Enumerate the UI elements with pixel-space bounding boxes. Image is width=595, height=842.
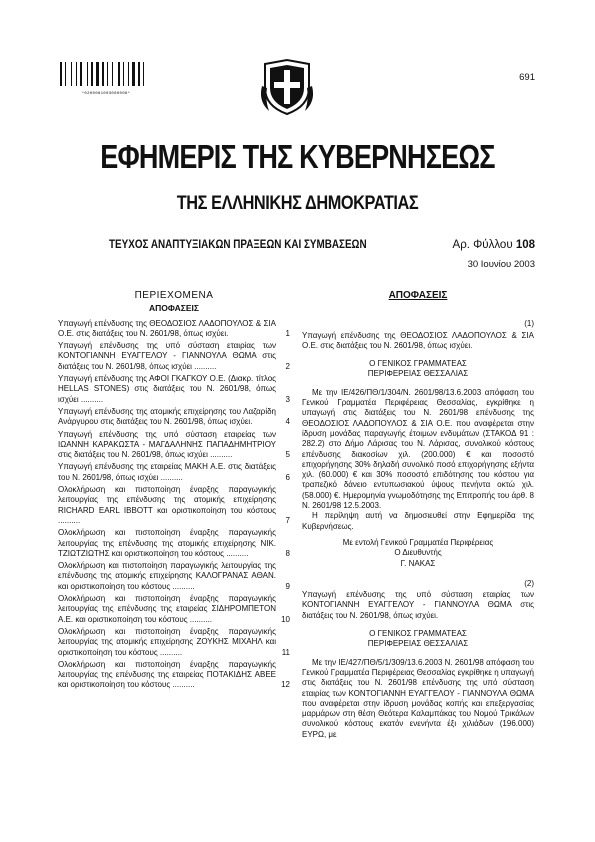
barcode-bar bbox=[71, 62, 72, 86]
toc-item-text: Ολοκλήρωση και πιστοποίηση έναρξης παραγωγικής λειτουργίας της επένδυσης της εταιρείας ΠΟΤΑΚΙΔΗΣ ΑΒΕΕ και οριστικοποίηση του κόστους .......... bbox=[58, 659, 276, 690]
toc-item bbox=[58, 407, 290, 428]
toc-subheading: ΑΠΟΦΑΣΕΙΣ bbox=[148, 303, 199, 314]
toc-item-text: Ολοκλήρωση και πιστοποίηση παραγωγικής λειτουργίας της επένδυσης της ατομικής επιχείρησης ΚΑΛΟΓΡΑΝΑΣ ΑΘΑΝ. και οριστικοποίηση του κόστους .......... bbox=[58, 561, 276, 591]
toc-item-page: 6 bbox=[285, 472, 290, 482]
decisions-heading: ΑΠΟΦΑΣΕΙΣ bbox=[388, 290, 448, 301]
toc-item-text: Ολοκλήρωση και πιστοποίηση έναρξης παραγωγικής λειτουργίας της επένδυσης της ατομικής επιχείρησης RICHARD EARL IBBOTT και οριστικοποίηση του κόστους .......... bbox=[58, 485, 276, 525]
toc-item bbox=[58, 660, 290, 691]
barcode-bar bbox=[123, 62, 124, 86]
barcode-bar bbox=[91, 62, 93, 86]
barcode-bar bbox=[96, 62, 99, 86]
toc-item bbox=[58, 561, 290, 592]
sheet-number-value: 108 bbox=[515, 239, 535, 251]
barcode-bar bbox=[132, 62, 135, 86]
decision-body: Με την ΙΕ/426/ΠΘ/1/304/Ν. 2601/98/13.6.2003 απόφαση του Γενικού Γραμματέα Περιφέρειας Θεσσαλίας, εγκρίθηκε η υπαγωγή στις διατάξεις του Ν. 2601/98 επένδυσης της ΘΕΟΔΟΣΙΟΣ ΛΑΔΟΠΟΥΛΟΣ & ΣΙΑ Ο.Ε. που αναφέρεται στην ίδρυση μονάδας παραγωγής έτοιμων ενδυμάτων (ΣΤΑΚΟΔ 91 : 282.2) στο Δήμο Λάρισας του Ν. Λάρισας, συνολικού κόστους επένδυσης διακοσίων χιλ. (200.000) € και ποσοστό επιχορήγησης 30% δηλαδή συνολικό ποσό επιχορήγησης εξήντα χιλ. (60.000) € και 30% ποσοστό επιδότησης του κόστου για τραπεζικό δάνειο εντυπωσιακού ύψους πενήντα οκτώ χιλ. (58.000) €. Ημερομηνία γνωμοδότησης της Επιτροπής του άρθ. 8 Ν. 2601/98 12.5.2003. bbox=[302, 387, 534, 511]
toc-item bbox=[58, 528, 290, 559]
toc-item-page: 3 bbox=[285, 394, 290, 404]
toc-item-text: Ολοκλήρωση και πιστοποίηση έναρξης παραγωγικής λειτουργίας της επένδυσης της εταιρείας ΣΙΔΗΡΟΜΠΕΤΟΝ Α.Ε. και οριστικοποίηση του κόστους .......... bbox=[58, 594, 276, 624]
barcode-bar bbox=[80, 62, 82, 86]
authority bbox=[302, 359, 534, 380]
barcode-bar bbox=[102, 62, 104, 86]
authority bbox=[302, 629, 534, 650]
toc-item-page: 9 bbox=[285, 581, 290, 591]
toc-item-page: 2 bbox=[285, 361, 290, 371]
toc-item bbox=[58, 462, 290, 483]
toc-item-text: Υπαγωγή επένδυσης της ΘΕΟΔΟΣΙΟΣ ΛΑΔΟΠΟΥΛΟΣ & ΣΙΑ Ο.Ε. στις διατάξεις του Ν. 2601/98, όπως ισχύει. bbox=[58, 318, 276, 338]
gazette-subtitle: ΤΗΣ ΕΛΛΗΝΙΚΗΣ ΔΗΜΟΚΡΑΤΙΑΣ bbox=[176, 193, 419, 214]
decision-number: (1) bbox=[524, 319, 534, 329]
issue-date: 30 Ιουνίου 2003 bbox=[467, 259, 535, 270]
toc-item-text: Υπαγωγή επένδυσης της υπό σύσταση εταιρείας των ΙΩΑΝΝΗ ΚΑΡΑΚΩΣΤΑ - ΜΑΓΔΑΛΗΝΗΣ ΠΑΠΑΔΗΜΗΤΡΙΟΥ στις διατάξεις του Ν. 2601/98, όπως ισχύει .......... bbox=[58, 429, 276, 460]
toc-item-text: Ολοκλήρωση και πιστοποίηση έναρξης παραγωγικής λειτουργίας της επένδυσης της ατομικής επιχείρησης ΝΙΚ. ΤΖΙΩΤΖΙΩΤΗΣ και οριστικοποίηση του κόστους .......... bbox=[58, 528, 276, 558]
barcode-bar bbox=[87, 62, 88, 86]
signature-line: Με εντολή Γενικού Γραμματέα Περιφέρειας bbox=[342, 537, 494, 547]
decision-title: Υπαγωγή επένδυσης της ΘΕΟΔΟΣΙΟΣ ΛΑΔΟΠΟΥΛΟΣ & ΣΙΑ Ο.Ε. στις διατάξεις του Ν. 2601/98, όπως ισχύει. bbox=[302, 330, 534, 350]
decision-body: Με την ΙΕ/427/ΠΘ/5/1/309/13.6.2003 Ν. 2601/98 απόφαση του Γενικού Γραμματέα Περιφέρειας Θεσσαλίας εγκρίθηκε η υπαγωγή στις διατάξεις του Ν. 2601/98 επένδυσης της υπό σύσταση εταιρίας των ΚΟΝΤΟΓΙΑΝΝΗ ΕΥΑΓΓΕΛΟΥ - ΓΙΑΝΝΟΥΛΑ ΘΩΜΑ που αναφέρεται στην ίδρυση μονάδας κοπής και επεξεργασίας μαρμάρων στη θέση Θεότερα Καλαμπάκας του Νομού Τρικάλων συνολικού κόστους εκατόν ενενήντα έξι χιλιάδων (196.000) ΕΥΡΩ, με bbox=[302, 657, 534, 739]
sheet-label: Αρ. Φύλλου bbox=[452, 239, 513, 251]
issue-row bbox=[109, 239, 535, 251]
page-number: 691 bbox=[519, 72, 535, 83]
toc-item-page: 4 bbox=[285, 417, 290, 427]
toc-heading: ΠΕΡΙΕΧΟΜΕΝΑ bbox=[134, 290, 214, 301]
barcode-bar bbox=[118, 62, 120, 86]
barcode-bar bbox=[143, 62, 144, 86]
toc-item-page: 8 bbox=[285, 548, 290, 558]
sheet-number bbox=[453, 239, 535, 251]
toc-item bbox=[58, 485, 290, 526]
signature-block bbox=[302, 538, 534, 569]
publish-note: Η περίληψη αυτή να δημοσιευθεί στην Εφημερίδα της Κυβερνήσεως. bbox=[302, 511, 534, 531]
decision-2 bbox=[302, 579, 534, 740]
authority-line: ΠΕΡΙΦΕΡΕΙΑΣ ΘΕΣΣΑΛΙΑΣ bbox=[367, 639, 469, 649]
toc-item-text: Υπαγωγή επένδυσης της ΑΦΟΙ ΓΚΑΓΚΟΥ Ο.Ε. (Διακρ. τίτλος HELLAS STONES) στις διατάξεις του Ν. 2601/98, όπως ισχύει .......... bbox=[58, 374, 276, 404]
toc-list bbox=[58, 319, 290, 691]
toc-item bbox=[58, 430, 290, 461]
authority-line: ΠΕΡΙΦΕΡΕΙΑΣ ΘΕΣΣΑΛΙΑΣ bbox=[367, 369, 469, 379]
barcode bbox=[60, 62, 152, 92]
toc-item bbox=[58, 594, 290, 625]
decisions-column bbox=[302, 291, 534, 740]
toc-item-text: Υπαγωγή επένδυσης της εταιρείας ΜΑΚΗ Α.Ε. στις διατάξεις του Ν. 2601/98, όπως ισχύει .......... bbox=[58, 462, 276, 482]
toc-item bbox=[58, 374, 290, 405]
barcode-number: *0200081003060008* bbox=[81, 92, 131, 96]
barcode-bar bbox=[65, 62, 66, 86]
toc-item-page: 11 bbox=[281, 647, 290, 657]
toc-item-page: 7 bbox=[285, 515, 290, 525]
barcode-bar bbox=[138, 62, 140, 86]
barcode-bar bbox=[128, 62, 129, 86]
decision-1 bbox=[302, 319, 534, 569]
toc-item bbox=[58, 319, 290, 340]
signature-line: Ο Διευθυντής bbox=[394, 548, 442, 558]
authority-line: Ο ΓΕΝΙΚΟΣ ΓΡΑΜΜΑΤΕΑΣ bbox=[369, 629, 467, 639]
toc-item bbox=[58, 341, 290, 372]
decision-number: (2) bbox=[524, 578, 534, 588]
authority-line: Ο ΓΕΝΙΚΟΣ ΓΡΑΜΜΑΤΕΑΣ bbox=[369, 359, 467, 369]
barcode-bar bbox=[107, 62, 108, 86]
barcode-bar bbox=[76, 62, 77, 86]
barcode-bar bbox=[60, 62, 62, 86]
toc-item bbox=[58, 627, 290, 658]
issue-series: ΤΕΥΧΟΣ ΑΝΑΠΤΥΞΙΑΚΩΝ ΠΡΑΞΕΩΝ ΚΑΙ ΣΥΜΒΑΣΕΩΝ bbox=[109, 239, 367, 251]
signature-line: Γ. ΝΑΚΑΣ bbox=[400, 558, 436, 568]
greek-coat-of-arms-icon bbox=[259, 56, 315, 116]
toc-item-text: Υπαγωγή επένδυσης της υπό σύσταση εταιρίας των ΚΟΝΤΟΓΙΑΝΝΗ ΕΥΑΓΓΕΛΟΥ - ΓΙΑΝΝΟΥΛΑ ΘΩΜΑ στις διατάξεις του Ν. 2601/98, όπως ισχύει .......... bbox=[58, 341, 276, 371]
toc-item-text: Ολοκλήρωση και πιστοποίηση έναρξης παραγωγικής λειτουργίας της ατομικής επιχείρησης ΖΟΥΚΗΣ ΜΙΧΑΗΛ και οριστικοποίηση του κόστους .......... bbox=[58, 626, 276, 657]
barcode-bar bbox=[112, 62, 113, 86]
toc-item-page: 10 bbox=[281, 614, 290, 624]
toc-item-text: Υπαγωγή επένδυσης της ατομικής επιχείρησης του Λαζαρίδη Ανάργυρου στις διατάξεις του Ν. 2601/98, όπως ισχύει. bbox=[58, 406, 276, 427]
toc-item-page: 1 bbox=[285, 328, 290, 338]
table-of-contents bbox=[58, 291, 290, 693]
gazette-title: ΕΦΗΜΕΡΙΣ ΤΗΣ ΚΥΒΕΡΝΗΣΕΩΣ bbox=[100, 138, 495, 175]
toc-item-page: 5 bbox=[285, 450, 290, 460]
toc-item-page: 12 bbox=[281, 680, 290, 690]
decision-title: Υπαγωγή επένδυσης της υπό σύσταση εταιρίας των ΚΟΝΤΟΓΙΑΝΝΗ ΕΥΑΓΓΕΛΟΥ - ΓΙΑΝΝΟΥΛΑ ΘΩΜΑ στις διατάξεις του Ν. 2601/98, όπως ισχύει. bbox=[302, 590, 534, 620]
